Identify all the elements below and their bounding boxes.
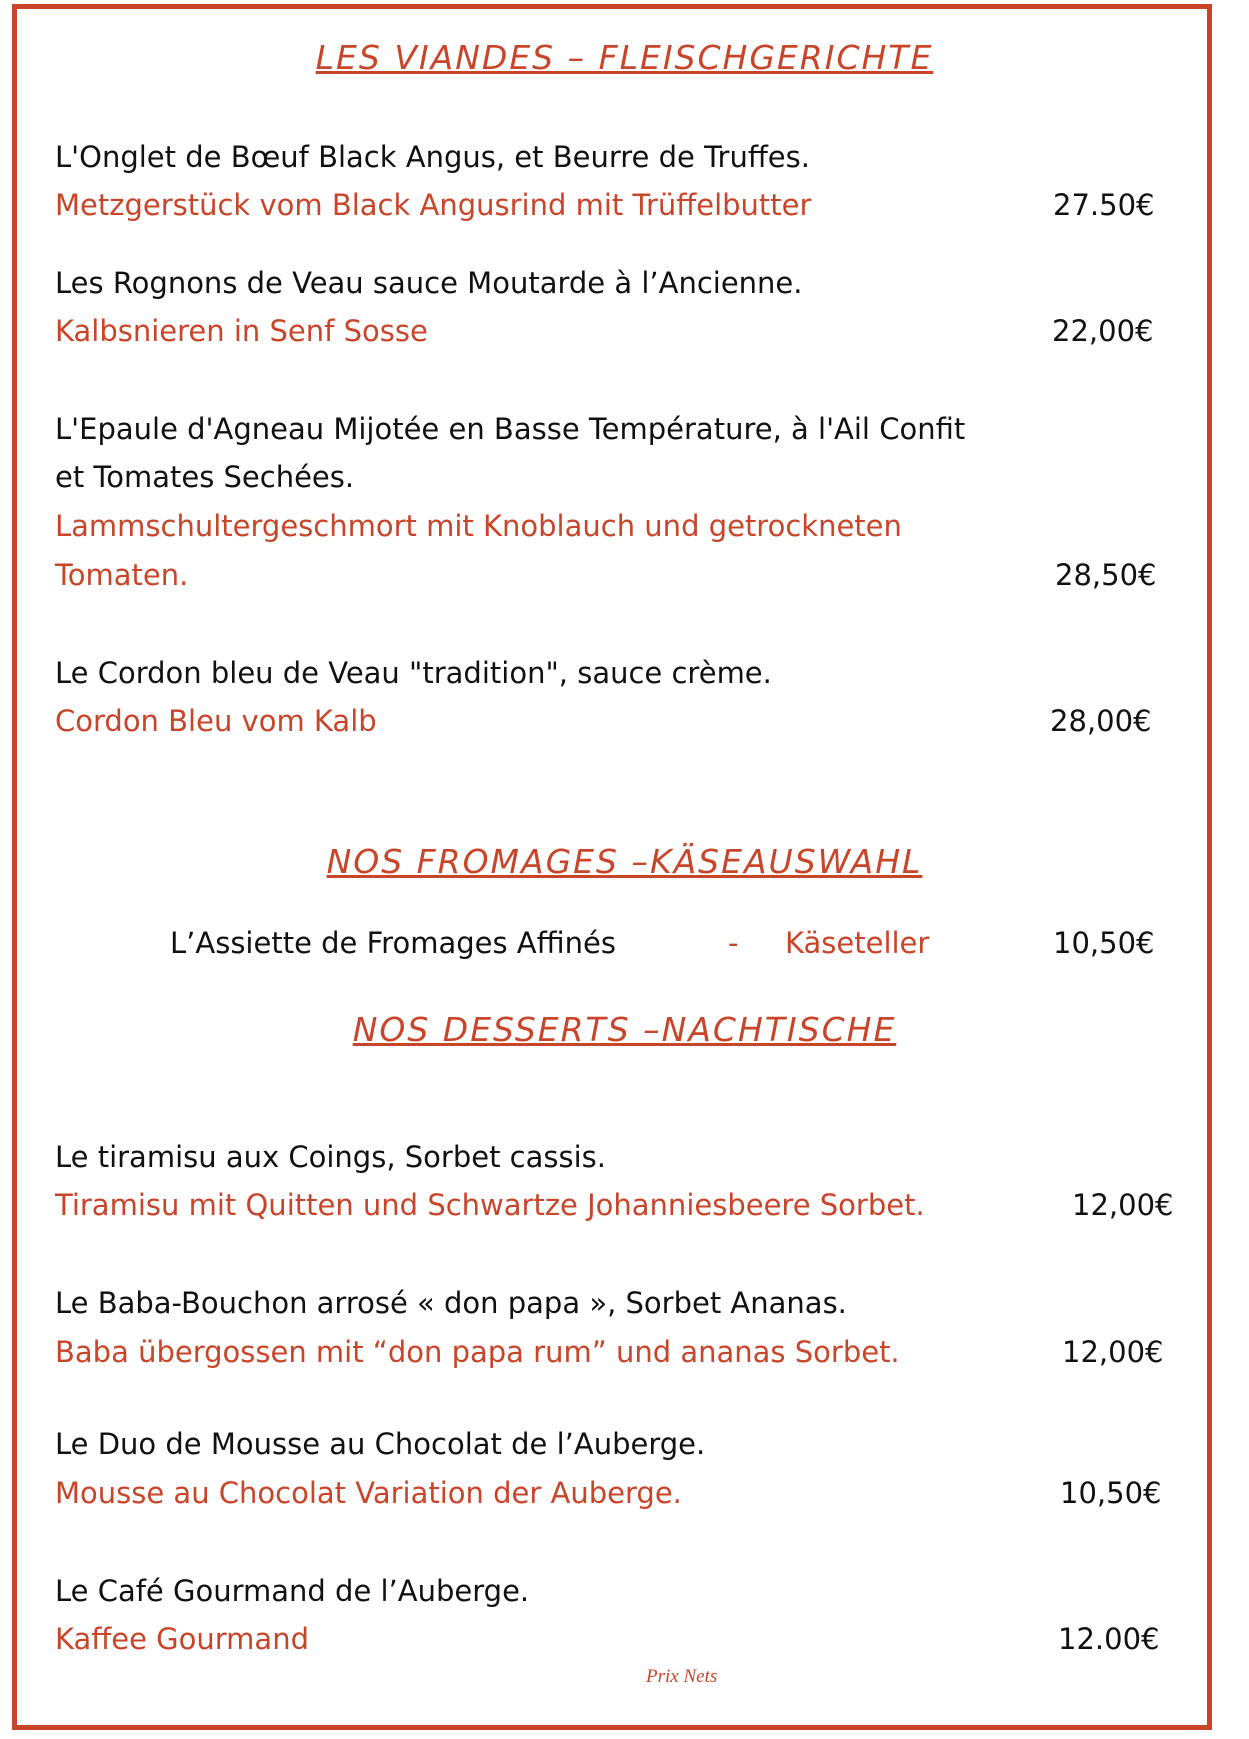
meats-heading: LES VIANDES – FLEISCHGERICHTE [315, 38, 934, 77]
cheese-fr: L’Assiette de Fromages Affinés [170, 926, 617, 960]
dessert-4-de: Kaffee Gourmand [55, 1622, 309, 1656]
meat-4-price: 28,00€ [1050, 704, 1152, 738]
dessert-1-price: 12,00€ [1072, 1188, 1174, 1222]
meat-4-de: Cordon Bleu vom Kalb [55, 704, 377, 738]
meat-3-fr: L'Epaule d'Agneau Mijotée en Basse Température, à l'Ail Confit [55, 412, 966, 446]
meat-2-price: 22,00€ [1052, 314, 1154, 348]
dessert-2-fr: Le Baba-Bouchon arrosé « don papa », Sorbet Ananas. [55, 1286, 847, 1320]
dessert-1-de: Tiramisu mit Quitten und Schwartze Johanniesbeere Sorbet. [55, 1188, 925, 1222]
cheese-de: Käseteller [785, 926, 930, 960]
meat-1-de: Metzgerstück vom Black Angusrind mit Trüffelbutter [55, 188, 812, 222]
cheese-dash: - [728, 926, 739, 960]
meat-3-de-line2: Tomaten. [55, 558, 189, 592]
meat-3-price: 28,50€ [1055, 558, 1157, 592]
meat-2-fr: Les Rognons de Veau sauce Moutarde à l’Ancienne. [55, 266, 803, 300]
dessert-4-fr: Le Café Gourmand de l’Auberge. [55, 1574, 530, 1608]
prix-nets-note: Prix Nets [646, 1666, 718, 1687]
meat-1-fr: L'Onglet de Bœuf Black Angus, et Beurre de Truffes. [55, 140, 810, 174]
meat-3-fr-line2: et Tomates Sechées. [55, 460, 355, 494]
meat-2-de: Kalbsnieren in Senf Sosse [55, 314, 428, 348]
cheese-heading: NOS FROMAGES –KÄSEAUSWAHL [326, 842, 923, 881]
dessert-4-price: 12.00€ [1058, 1622, 1160, 1656]
meat-1-price: 27.50€ [1053, 188, 1155, 222]
meat-4-fr: Le Cordon bleu de Veau "tradition", sauce crème. [55, 656, 772, 690]
meat-3-de: Lammschultergeschmort mit Knoblauch und getrockneten [55, 509, 902, 543]
cheese-price: 10,50€ [1053, 926, 1155, 960]
dessert-3-price: 10,50€ [1060, 1476, 1162, 1510]
dessert-3-fr: Le Duo de Mousse au Chocolat de l’Auberge. [55, 1427, 706, 1461]
dessert-3-de: Mousse au Chocolat Variation der Auberge. [55, 1476, 682, 1510]
desserts-heading: NOS DESSERTS –NACHTISCHE [352, 1010, 897, 1049]
dessert-2-de: Baba übergossen mit “don papa rum” und ananas Sorbet. [55, 1335, 900, 1369]
dessert-1-fr: Le tiramisu aux Coings, Sorbet cassis. [55, 1140, 606, 1174]
dessert-2-price: 12,00€ [1062, 1335, 1164, 1369]
